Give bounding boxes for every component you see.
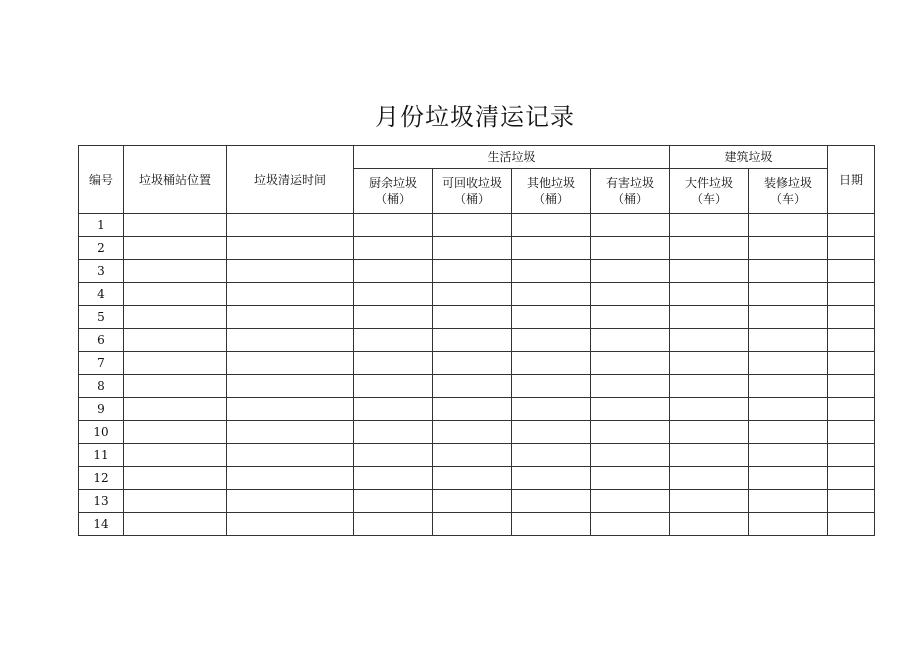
table-cell	[828, 329, 875, 352]
header-kitchen-unit: （桶）	[374, 192, 411, 206]
row-number: 4	[79, 283, 124, 306]
table-cell	[828, 237, 875, 260]
table-cell	[670, 352, 749, 375]
table-cell	[828, 375, 875, 398]
table-cell	[591, 237, 670, 260]
table-cell	[354, 260, 433, 283]
table-cell	[828, 421, 875, 444]
table-row	[79, 306, 875, 329]
record-body	[79, 214, 875, 536]
table-cell	[749, 444, 828, 467]
page-title: 月份垃圾清运记录	[375, 103, 575, 131]
table-cell	[828, 352, 875, 375]
table-row	[79, 513, 875, 536]
table-cell	[591, 352, 670, 375]
table-cell	[512, 398, 591, 421]
header-renovation	[749, 169, 828, 214]
table-cell	[124, 329, 227, 352]
table-cell	[227, 421, 354, 444]
table-cell	[433, 237, 512, 260]
table-cell	[828, 490, 875, 513]
table-cell	[354, 513, 433, 536]
table-cell	[670, 283, 749, 306]
table-cell	[227, 375, 354, 398]
table-cell	[828, 513, 875, 536]
header-bulky	[670, 169, 749, 214]
table-cell	[227, 214, 354, 237]
header-other	[512, 169, 591, 214]
table-cell	[124, 306, 227, 329]
table-cell	[227, 444, 354, 467]
table-cell	[433, 398, 512, 421]
row-number: 7	[79, 352, 124, 375]
table-cell	[227, 513, 354, 536]
table-cell	[591, 467, 670, 490]
header-recyclable-unit: （桶）	[453, 192, 490, 206]
table-cell	[124, 467, 227, 490]
table-cell	[433, 214, 512, 237]
table-cell	[591, 260, 670, 283]
table-cell	[749, 352, 828, 375]
table-cell	[591, 283, 670, 306]
table-cell	[227, 490, 354, 513]
table-cell	[512, 421, 591, 444]
table-cell	[433, 490, 512, 513]
table-cell	[591, 375, 670, 398]
table-cell	[670, 329, 749, 352]
table-cell	[828, 398, 875, 421]
table-cell	[512, 283, 591, 306]
table-cell	[749, 398, 828, 421]
table-cell	[670, 421, 749, 444]
row-number: 5	[79, 306, 124, 329]
table-cell	[749, 214, 828, 237]
header-renovation-unit: （车）	[770, 192, 807, 206]
table-row	[79, 260, 875, 283]
table-cell	[354, 352, 433, 375]
table-cell	[354, 283, 433, 306]
table-cell	[354, 375, 433, 398]
header-row-top	[79, 146, 875, 169]
table-cell	[749, 421, 828, 444]
table-cell	[354, 306, 433, 329]
header-date: 日期	[828, 146, 875, 214]
table-cell	[354, 467, 433, 490]
header-time: 垃圾清运时间	[227, 146, 354, 214]
table-cell	[749, 329, 828, 352]
table-cell	[227, 352, 354, 375]
table-cell	[512, 260, 591, 283]
header-recyclable-name: 可回收垃圾	[441, 176, 502, 190]
header-other-name: 其他垃圾	[526, 176, 575, 190]
table-cell	[124, 421, 227, 444]
table-cell	[591, 444, 670, 467]
table-row	[79, 467, 875, 490]
table-cell	[124, 214, 227, 237]
table-cell	[591, 513, 670, 536]
table-cell	[433, 306, 512, 329]
header-bulky-name: 大件垃圾	[685, 176, 734, 190]
table-cell	[828, 306, 875, 329]
table-cell	[124, 513, 227, 536]
table-cell	[354, 444, 433, 467]
table-cell	[354, 421, 433, 444]
row-number: 10	[79, 421, 124, 444]
table-cell	[828, 214, 875, 237]
row-number: 13	[79, 490, 124, 513]
table-cell	[124, 283, 227, 306]
table-cell	[828, 467, 875, 490]
table-cell	[749, 490, 828, 513]
row-number: 1	[79, 214, 124, 237]
table-cell	[670, 260, 749, 283]
table-row	[79, 329, 875, 352]
table-cell	[828, 260, 875, 283]
table-cell	[749, 467, 828, 490]
header-number: 编号	[79, 146, 124, 214]
table-cell	[512, 329, 591, 352]
header-hazardous	[591, 169, 670, 214]
garbage-record-table	[78, 145, 875, 536]
table-cell	[591, 214, 670, 237]
table-cell	[124, 260, 227, 283]
header-group-construction: 建筑垃圾	[670, 146, 828, 169]
row-number: 12	[79, 467, 124, 490]
table-cell	[433, 260, 512, 283]
table-row	[79, 375, 875, 398]
table-row	[79, 398, 875, 421]
header-recyclable	[433, 169, 512, 214]
header-hazardous-name: 有害垃圾	[606, 176, 655, 190]
table-cell	[670, 214, 749, 237]
table-cell	[828, 444, 875, 467]
table-cell	[749, 513, 828, 536]
table-cell	[124, 352, 227, 375]
table-cell	[512, 306, 591, 329]
table-row	[79, 283, 875, 306]
table-cell	[354, 398, 433, 421]
table-row	[79, 237, 875, 260]
header-renovation-name: 装修垃圾	[764, 176, 813, 190]
table-cell	[670, 237, 749, 260]
row-number: 2	[79, 237, 124, 260]
table-cell	[227, 283, 354, 306]
header-other-unit: （桶）	[532, 192, 569, 206]
table-row	[79, 214, 875, 237]
row-number: 8	[79, 375, 124, 398]
table-row	[79, 490, 875, 513]
table-cell	[670, 398, 749, 421]
table-cell	[512, 513, 591, 536]
header-hazardous-unit: （桶）	[612, 192, 649, 206]
table-cell	[512, 467, 591, 490]
table-cell	[591, 490, 670, 513]
table-cell	[124, 398, 227, 421]
table-cell	[433, 513, 512, 536]
table-cell	[670, 467, 749, 490]
row-number: 3	[79, 260, 124, 283]
table-cell	[512, 237, 591, 260]
table-cell	[227, 467, 354, 490]
table-cell	[670, 444, 749, 467]
table-cell	[670, 513, 749, 536]
table-cell	[749, 283, 828, 306]
table-cell	[354, 237, 433, 260]
table-cell	[828, 283, 875, 306]
table-cell	[433, 329, 512, 352]
table-cell	[354, 214, 433, 237]
header-bulky-unit: （车）	[691, 192, 728, 206]
table-cell	[512, 214, 591, 237]
table-cell	[124, 375, 227, 398]
table-cell	[749, 306, 828, 329]
row-number: 11	[79, 444, 124, 467]
row-number: 9	[79, 398, 124, 421]
table-cell	[354, 329, 433, 352]
table-cell	[749, 375, 828, 398]
table-cell	[749, 260, 828, 283]
table-cell	[591, 421, 670, 444]
table-cell	[433, 467, 512, 490]
table-cell	[124, 237, 227, 260]
header-location: 垃圾桶站位置	[124, 146, 227, 214]
table-cell	[512, 490, 591, 513]
table-cell	[670, 375, 749, 398]
table-row	[79, 444, 875, 467]
header-group-domestic: 生活垃圾	[354, 146, 670, 169]
table-cell	[433, 283, 512, 306]
table-cell	[227, 237, 354, 260]
table-cell	[227, 329, 354, 352]
table-cell	[512, 352, 591, 375]
table-row	[79, 352, 875, 375]
table-cell	[670, 306, 749, 329]
table-cell	[227, 260, 354, 283]
row-number: 6	[79, 329, 124, 352]
header-kitchen	[354, 169, 433, 214]
table-row	[79, 421, 875, 444]
table-cell	[227, 398, 354, 421]
table-cell	[749, 237, 828, 260]
table-cell	[512, 375, 591, 398]
table-cell	[433, 444, 512, 467]
table-cell	[433, 421, 512, 444]
table-cell	[124, 490, 227, 513]
table-cell	[512, 444, 591, 467]
header-kitchen-name: 厨余垃圾	[368, 176, 417, 190]
row-number: 14	[79, 513, 124, 536]
table-cell	[354, 490, 433, 513]
table-cell	[591, 398, 670, 421]
table-cell	[227, 306, 354, 329]
table-cell	[433, 352, 512, 375]
table-cell	[124, 444, 227, 467]
table-cell	[591, 329, 670, 352]
table-cell	[670, 490, 749, 513]
table-cell	[433, 375, 512, 398]
table-cell	[591, 306, 670, 329]
